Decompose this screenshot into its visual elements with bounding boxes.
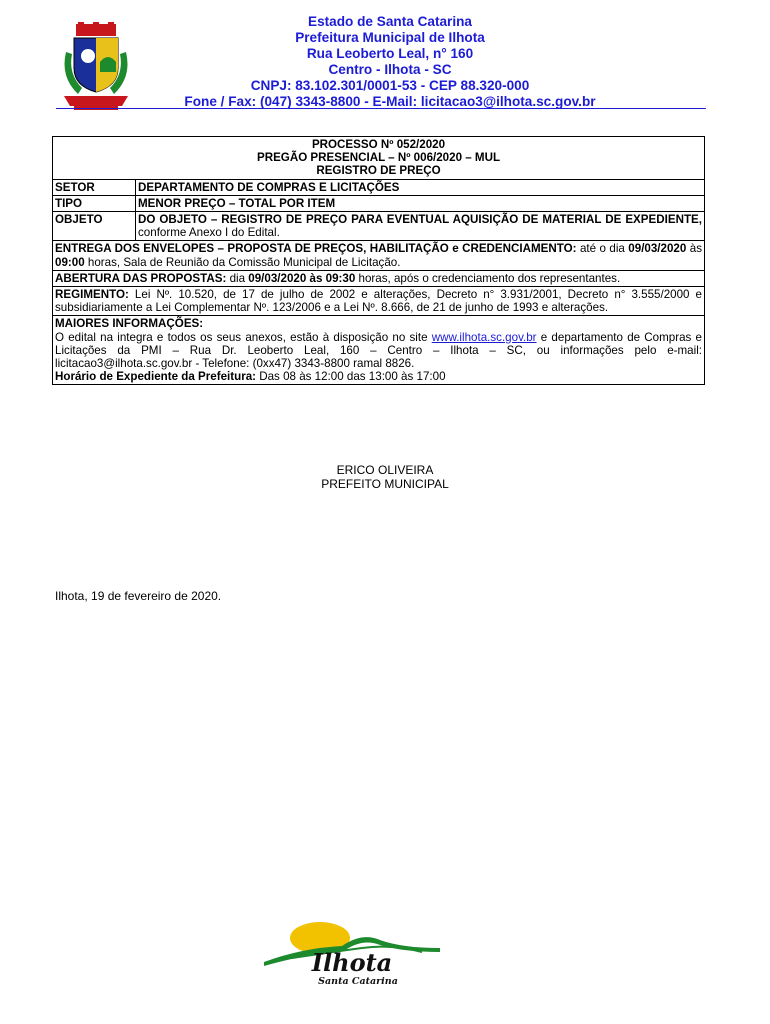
abertura-text: horas, após o credenciamento dos representantes. [355,271,621,285]
horario-text: Das 08 às 12:00 das 13:00 às 17:00 [256,370,446,384]
maiores-text-part: O edital na integra e todos os seus anexos, estão à disposição no site [55,330,432,344]
tipo-value: MENOR PREÇO – TOTAL POR ITEM [136,195,705,211]
table-row [53,212,705,241]
table-row [53,137,705,180]
date-line: Ilhota, 19 de fevereiro de 2020. [55,589,222,603]
horario-title: Horário de Expediente da Prefeitura: [55,370,257,384]
entrega-text: às [686,242,703,256]
header-rule [56,108,706,109]
website-link[interactable]: www.ilhota.sc.gov.br [431,330,537,344]
entrega-time: 09:00 [55,255,85,269]
municipal-crest-icon [60,22,132,112]
signatory-name: ERICO OLIVEIRA [336,463,434,477]
regimento-text: Lei Nº. 10.520, de 17 de julho de 2002 e alterações, Decreto n° 3.931/2001, Decreto n° 3.555/2000 e subsidiariamente a Lei Complementar Nº. 123/2006 e a Lei Nº. 8.666, de 21 de junho de 1993 e alterações. [55,288,702,315]
ilhota-logo-icon [262,918,442,988]
signatory-title: PREFEITO MUNICIPAL [321,477,449,491]
table-row [53,287,705,316]
table-row [53,270,705,286]
maiores-text-part: e departamento de Compras e Licitações da PMI – Rua Dr. Leoberto Leal, 160 – Centro – Ilhota – SC, ou informações pelo e-mail: licitacao3@ilhota.sc.gov.br - Telefone: (0xx47) 3343-8800 ramal 8826. [55,330,702,371]
entrega-text: até o dia [576,242,629,256]
maiores-title-text: MAIORES INFORMAÇÕES: [55,317,204,331]
table-row [53,241,705,270]
objeto-label: OBJETO [53,212,136,241]
header-address: Rua Leoberto Leal, n° 160 [306,46,474,61]
maiores-cell [53,316,705,385]
regimento-title: REGIMENTO: [55,288,129,302]
setor-value: DEPARTAMENTO DE COMPRAS E LICITAÇÕES [136,179,705,195]
registro-preco: REGISTRO DE PREÇO [316,164,441,178]
objeto-bold: DO OBJETO – REGISTRO DE PREÇO PARA EVENTUAL AQUISIÇÃO DE MATERIAL DE EXPEDIENTE, [138,213,702,227]
maiores-text [55,331,702,371]
maiores-title [55,317,702,330]
tipo-label: TIPO [53,195,136,211]
header-prefeitura: Prefeitura Municipal de Ilhota [295,30,485,45]
abertura-datetime: 09/03/2020 às 09:30 [248,271,356,285]
entrega-cell [53,241,705,270]
process-number: PROCESSO Nº 052/2020 [311,138,446,151]
logo-subtitle: Santa Catarina [318,976,398,987]
table-row [53,316,705,385]
header-contact: Fone / Fax: (047) 3343-8800 - E-Mail: licitacao3@ilhota.sc.gov.br [184,94,596,109]
regimento-cell [53,287,705,316]
entrega-title: ENTREGA DOS ENVELOPES – PROPOSTA DE PREÇOS, HABILITAÇÃO e CREDENCIAMENTO: [55,242,577,256]
setor-label: SETOR [53,179,136,195]
signature-block [0,463,770,491]
pregao-number: PREGÃO PRESENCIAL – Nº 006/2020 – MUL [256,151,501,165]
entrega-date: 09/03/2020 [628,242,687,256]
table-row [53,195,705,211]
horario-line [55,370,702,383]
header-state: Estado de Santa Catarina [308,14,472,29]
header-city: Centro - Ilhota - SC [328,62,452,77]
abertura-title: ABERTURA DAS PROPOSTAS: [55,271,227,285]
entrega-text: horas, Sala de Reunião da Comissão Municipal de Licitação. [84,255,401,269]
process-info-table [52,136,705,385]
logo-word: Ilhota [311,948,393,977]
abertura-cell [53,270,705,286]
header-cnpj: CNPJ: 83.102.301/0001-53 - CEP 88.320-000 [250,78,530,93]
objeto-value [136,212,705,241]
abertura-text: dia [226,271,249,285]
objeto-rest: conforme Anexo I do Edital. [138,226,280,240]
table-row [53,179,705,195]
process-heading [53,137,705,180]
